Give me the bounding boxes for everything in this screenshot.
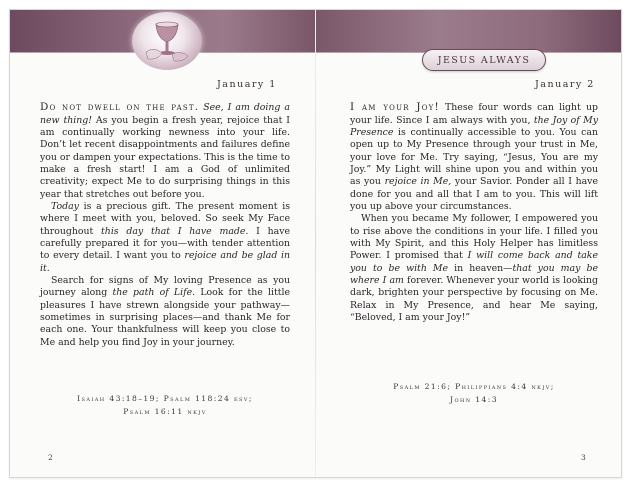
left-text-run: Search for signs of My loving Presence as you journey along [40,275,290,299]
left-paragraph [40,201,290,275]
left-lead-phrase: Do not dwell on the past. [40,101,200,113]
right-paragraph [350,101,598,213]
left-italic-phrase: this day that I have made. [101,225,249,237]
right-page-date: January 2 [535,79,595,90]
right-text-run: your Savior. Ponder all I have done for you and all that I am to you. This will lift you up above your circumstances. [350,176,598,213]
left-page-number: 2 [48,453,53,462]
right-lead-phrase: I am your Joy! [350,101,440,113]
left-text-run: As you begin a fresh year, rejoice that I am continually working newness into your life. Don’t let recent disappointments and failures define you or dampen your expectations. This is the time to make a fresh start! I am a God of unlimited creativity; expect Me to do surprising things in this year that stretches out before you. [40,114,290,200]
right-italic-phrase: rejoice in Me, [384,176,452,188]
right-text-run: in heaven— [448,262,513,274]
left-reference-line: Psalm 16:11 nkjv [123,406,207,416]
left-scripture-references [40,393,290,418]
right-text-run: is continually accessible to you. You can open up to My Presence through your trust in Me, your love for Me. Try saying, “Jesus, You are my Joy.” My Light will shine upon you and within you as you [350,127,598,188]
left-page-date: January 1 [217,79,277,90]
left-italic-phrase: Today [51,201,79,213]
chalice-icon [132,12,202,70]
right-reference-line: Psalm 21:6; Philippians 4:4 nkjv; [393,382,555,391]
right-page-number: 3 [581,453,586,462]
right-text-run: forever. Whenever your world is looking dark, brighten your perspective by focusing on Me. Relax in My Presence, and hear Me saying, “Beloved, I am your Joy!” [350,275,598,323]
left-reference-line: Isaiah 43:18–19; Psalm 118:24 esv; [77,394,253,403]
left-italic-phrase: See, I am doing a new thing! [40,102,290,126]
right-devotional-text [350,101,598,324]
right-header-banner [316,10,621,52]
chalice-medallion-image [132,12,202,70]
left-text-run: Look for the little pleasures I have strewn alongside your pathway—sometimes in surprising places—and thank Me for each one. Your thankfulness will keep you close to Me and help you find Joy in your journey. [40,287,290,348]
left-devotional-text [40,101,290,349]
right-italic-phrase: that you may be where I am [350,262,598,286]
left-paragraph [40,101,290,201]
left-paragraph [40,275,290,349]
right-text-run: These four words can light up your life. Since I am always with you, [350,102,598,126]
left-italic-phrase: rejoice and be glad in it. [40,250,290,274]
left-text-run: is a precious gift. The present moment is where I meet with you, beloved. So seek My Face throughout [40,201,290,237]
right-reference-line: John 14:3 [450,394,498,404]
right-scripture-references [350,381,598,406]
right-italic-phrase: I will come back and take you to be with Me [350,250,598,274]
right-text-run: When you became My follower, I empowered you to rise above the conditions in your life. I filled you with My Spirit, and this Holy Helper has limitless Power. I promised that [350,213,598,262]
left-text-run: I have carefully prepared it for you—with tender attention to every detail. I want you to [40,225,290,262]
left-italic-phrase: the path of Life. [112,287,196,299]
page-gutter [315,10,316,477]
series-title-tab: JESUS ALWAYS [422,49,546,71]
book-spread [9,9,622,478]
right-italic-phrase: the Joy of My Presence [350,114,598,139]
right-paragraph [350,213,598,324]
